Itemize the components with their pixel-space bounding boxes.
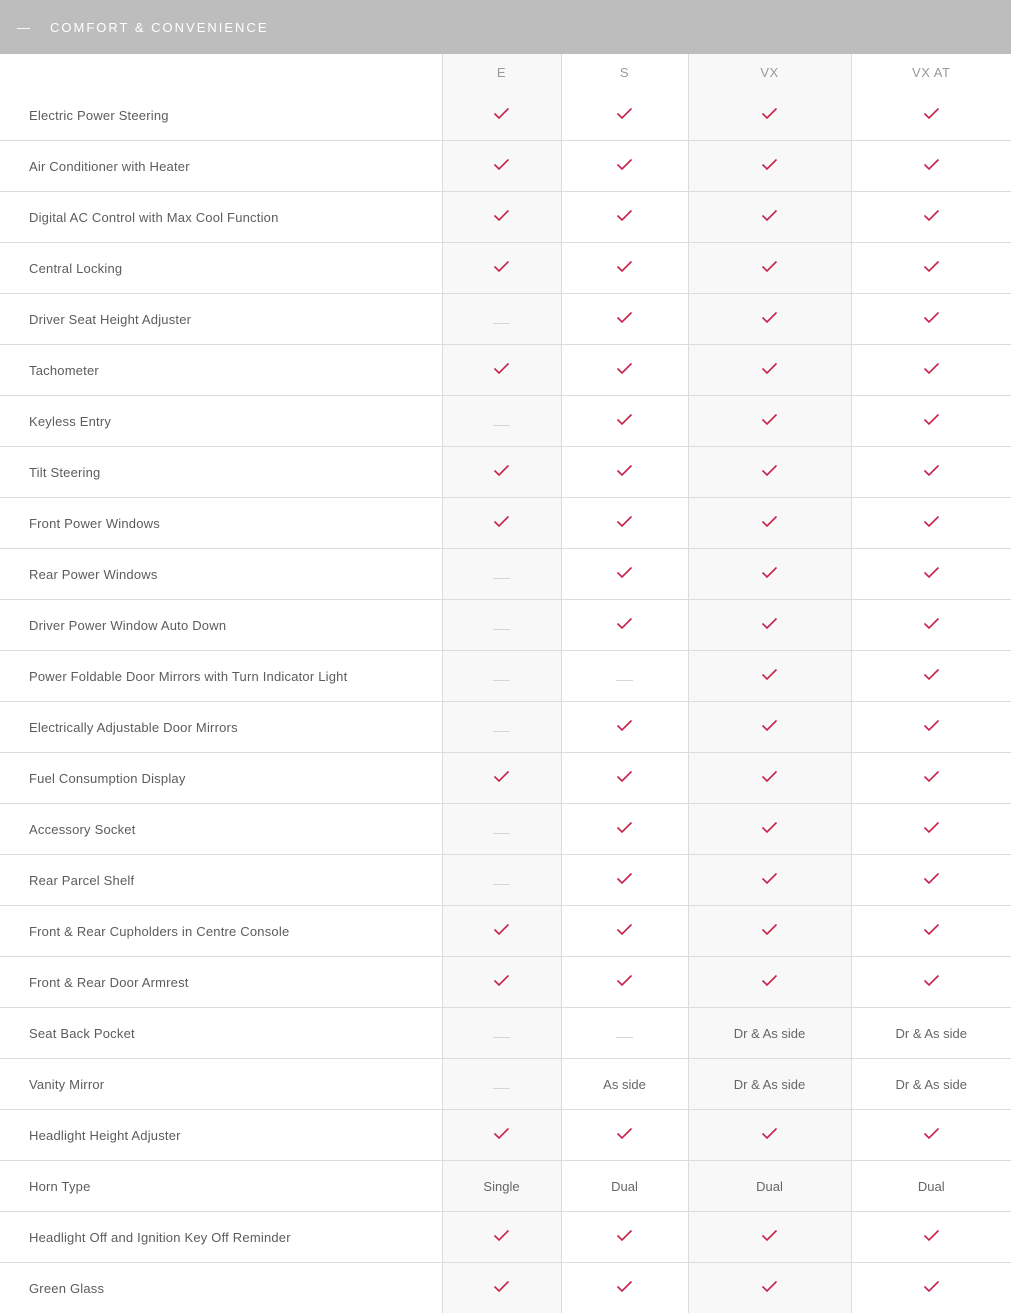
not-available-dash-icon <box>493 680 510 681</box>
cell-e <box>442 498 561 549</box>
not-available-dash-icon <box>493 833 510 834</box>
cell-e <box>442 396 561 447</box>
cell-s <box>561 1161 688 1212</box>
checkmark-icon <box>616 974 633 987</box>
cell-e <box>442 192 561 243</box>
not-available-dash-icon <box>493 323 510 324</box>
not-available-dash-icon <box>493 884 510 885</box>
checkmark-icon <box>761 362 778 375</box>
table-row <box>0 345 1011 396</box>
cell-vx <box>688 396 851 447</box>
not-available-dash-icon <box>493 731 510 732</box>
table-row <box>0 1212 1011 1263</box>
cell-e <box>442 447 561 498</box>
checkmark-icon <box>493 209 510 222</box>
checkmark-icon <box>923 668 940 681</box>
cell-s <box>561 447 688 498</box>
checkmark-icon <box>616 1127 633 1140</box>
cell-value: Dual <box>756 1179 783 1194</box>
cell-s <box>561 549 688 600</box>
cell-value: Dr & As side <box>734 1077 806 1092</box>
cell-vx <box>688 957 851 1008</box>
feature-label: Air Conditioner with Heater <box>0 141 442 192</box>
cell-s <box>561 600 688 651</box>
cell-s <box>561 1110 688 1161</box>
cell-e <box>442 957 561 1008</box>
checkmark-icon <box>616 1280 633 1293</box>
cell-vx <box>688 1263 851 1313</box>
cell-e <box>442 294 561 345</box>
checkmark-icon <box>616 923 633 936</box>
cell-e <box>442 1059 561 1110</box>
table-row <box>0 1161 1011 1212</box>
feature-label: Power Foldable Door Mirrors with Turn Indicator Light <box>0 651 442 702</box>
cell-s <box>561 1008 688 1059</box>
checkmark-icon <box>616 158 633 171</box>
table-row <box>0 192 1011 243</box>
checkmark-icon <box>761 515 778 528</box>
checkmark-icon <box>616 209 633 222</box>
cell-vx <box>688 855 851 906</box>
cell-s <box>561 294 688 345</box>
checkmark-icon <box>923 974 940 987</box>
checkmark-icon <box>923 362 940 375</box>
not-available-dash-icon <box>493 1037 510 1038</box>
cell-vx <box>688 600 851 651</box>
table-row <box>0 651 1011 702</box>
checkmark-icon <box>923 1280 940 1293</box>
cell-vx-at <box>851 1110 1011 1161</box>
cell-vx <box>688 1161 851 1212</box>
checkmark-icon <box>923 1229 940 1242</box>
checkmark-icon <box>616 1229 633 1242</box>
checkmark-icon <box>761 158 778 171</box>
cell-e <box>442 753 561 804</box>
cell-s <box>561 90 688 141</box>
variant-header-row <box>0 54 1011 90</box>
checkmark-icon <box>616 464 633 477</box>
table-row <box>0 702 1011 753</box>
feature-label: Keyless Entry <box>0 396 442 447</box>
feature-header-blank <box>0 54 442 90</box>
section-header[interactable] <box>0 0 1011 54</box>
table-row <box>0 141 1011 192</box>
feature-label: Tilt Steering <box>0 447 442 498</box>
cell-e <box>442 804 561 855</box>
not-available-dash-icon <box>493 629 510 630</box>
cell-vx <box>688 804 851 855</box>
cell-e <box>442 855 561 906</box>
table-row <box>0 804 1011 855</box>
checkmark-icon <box>761 617 778 630</box>
checkmark-icon <box>761 821 778 834</box>
feature-label: Front & Rear Cupholders in Centre Console <box>0 906 442 957</box>
cell-e <box>442 702 561 753</box>
feature-label: Driver Power Window Auto Down <box>0 600 442 651</box>
cell-vx-at <box>851 396 1011 447</box>
checkmark-icon <box>923 617 940 630</box>
cell-vx <box>688 549 851 600</box>
cell-vx-at <box>851 702 1011 753</box>
checkmark-icon <box>761 464 778 477</box>
cell-vx <box>688 345 851 396</box>
comparison-table <box>0 54 1011 1313</box>
cell-s <box>561 651 688 702</box>
cell-value: Dr & As side <box>895 1026 967 1041</box>
cell-e <box>442 651 561 702</box>
cell-e <box>442 1008 561 1059</box>
table-row <box>0 1263 1011 1313</box>
cell-e <box>442 243 561 294</box>
checkmark-icon <box>923 770 940 783</box>
cell-value: Dual <box>611 1179 638 1194</box>
feature-label: Digital AC Control with Max Cool Function <box>0 192 442 243</box>
checkmark-icon <box>923 872 940 885</box>
checkmark-icon <box>616 821 633 834</box>
variant-header-vx-at: VX AT <box>851 54 1011 90</box>
checkmark-icon <box>616 515 633 528</box>
checkmark-icon <box>761 1280 778 1293</box>
cell-value: Dual <box>918 1179 945 1194</box>
table-row <box>0 243 1011 294</box>
cell-e <box>442 141 561 192</box>
checkmark-icon <box>616 413 633 426</box>
checkmark-icon <box>616 719 633 732</box>
cell-vx <box>688 294 851 345</box>
checkmark-icon <box>493 1229 510 1242</box>
feature-label: Front & Rear Door Armrest <box>0 957 442 1008</box>
feature-label: Rear Power Windows <box>0 549 442 600</box>
cell-vx <box>688 1212 851 1263</box>
not-available-dash-icon <box>616 1037 633 1038</box>
feature-label: Green Glass <box>0 1263 442 1313</box>
feature-label: Electrically Adjustable Door Mirrors <box>0 702 442 753</box>
feature-label: Central Locking <box>0 243 442 294</box>
cell-value: Dr & As side <box>895 1077 967 1092</box>
checkmark-icon <box>923 719 940 732</box>
cell-vx-at <box>851 1263 1011 1313</box>
checkmark-icon <box>761 872 778 885</box>
cell-e <box>442 1161 561 1212</box>
checkmark-icon <box>923 821 940 834</box>
cell-vx <box>688 90 851 141</box>
cell-s <box>561 753 688 804</box>
table-row <box>0 396 1011 447</box>
cell-vx <box>688 141 851 192</box>
feature-label: Front Power Windows <box>0 498 442 549</box>
checkmark-icon <box>923 413 940 426</box>
cell-vx-at <box>851 447 1011 498</box>
cell-s <box>561 192 688 243</box>
checkmark-icon <box>493 362 510 375</box>
cell-vx-at <box>851 243 1011 294</box>
table-row <box>0 753 1011 804</box>
cell-vx-at <box>851 498 1011 549</box>
feature-label: Accessory Socket <box>0 804 442 855</box>
feature-label: Electric Power Steering <box>0 90 442 141</box>
feature-label: Driver Seat Height Adjuster <box>0 294 442 345</box>
table-row <box>0 855 1011 906</box>
checkmark-icon <box>761 1229 778 1242</box>
table-row <box>0 600 1011 651</box>
checkmark-icon <box>923 311 940 324</box>
variant-header-s: S <box>561 54 688 90</box>
checkmark-icon <box>493 974 510 987</box>
cell-s <box>561 1059 688 1110</box>
cell-s <box>561 702 688 753</box>
cell-s <box>561 855 688 906</box>
cell-e <box>442 1110 561 1161</box>
cell-s <box>561 243 688 294</box>
feature-label: Horn Type <box>0 1161 442 1212</box>
table-row <box>0 1110 1011 1161</box>
cell-s <box>561 1263 688 1313</box>
cell-vx <box>688 651 851 702</box>
checkmark-icon <box>923 158 940 171</box>
feature-label: Headlight Off and Ignition Key Off Reminder <box>0 1212 442 1263</box>
feature-label: Rear Parcel Shelf <box>0 855 442 906</box>
cell-s <box>561 804 688 855</box>
cell-vx <box>688 702 851 753</box>
table-row <box>0 906 1011 957</box>
cell-s <box>561 396 688 447</box>
checkmark-icon <box>493 107 510 120</box>
checkmark-icon <box>761 413 778 426</box>
checkmark-icon <box>923 107 940 120</box>
checkmark-icon <box>493 1127 510 1140</box>
cell-s <box>561 1212 688 1263</box>
checkmark-icon <box>616 770 633 783</box>
cell-vx-at <box>851 1008 1011 1059</box>
cell-s <box>561 906 688 957</box>
checkmark-icon <box>923 464 940 477</box>
cell-vx-at <box>851 753 1011 804</box>
cell-s <box>561 957 688 1008</box>
cell-vx-at <box>851 957 1011 1008</box>
variant-header-vx: VX <box>688 54 851 90</box>
variant-header-e: E <box>442 54 561 90</box>
table-row <box>0 447 1011 498</box>
checkmark-icon <box>493 464 510 477</box>
cell-vx-at <box>851 141 1011 192</box>
checkmark-icon <box>761 566 778 579</box>
cell-vx-at <box>851 600 1011 651</box>
cell-vx-at <box>851 804 1011 855</box>
checkmark-icon <box>761 668 778 681</box>
cell-vx-at <box>851 1212 1011 1263</box>
cell-vx <box>688 243 851 294</box>
checkmark-icon <box>761 260 778 273</box>
checkmark-icon <box>923 515 940 528</box>
cell-e <box>442 1212 561 1263</box>
cell-e <box>442 345 561 396</box>
cell-vx <box>688 1059 851 1110</box>
checkmark-icon <box>616 107 633 120</box>
not-available-dash-icon <box>616 680 633 681</box>
cell-vx-at <box>851 1059 1011 1110</box>
cell-e <box>442 600 561 651</box>
cell-vx <box>688 753 851 804</box>
cell-vx-at <box>851 90 1011 141</box>
checkmark-icon <box>761 107 778 120</box>
cell-e <box>442 90 561 141</box>
checkmark-icon <box>923 923 940 936</box>
cell-s <box>561 345 688 396</box>
cell-e <box>442 906 561 957</box>
checkmark-icon <box>493 1280 510 1293</box>
feature-label: Vanity Mirror <box>0 1059 442 1110</box>
table-row <box>0 1059 1011 1110</box>
checkmark-icon <box>761 770 778 783</box>
checkmark-icon <box>761 974 778 987</box>
table-row <box>0 957 1011 1008</box>
checkmark-icon <box>493 158 510 171</box>
cell-vx-at <box>851 294 1011 345</box>
cell-vx-at <box>851 906 1011 957</box>
checkmark-icon <box>493 770 510 783</box>
table-row <box>0 90 1011 141</box>
cell-vx <box>688 192 851 243</box>
feature-label: Headlight Height Adjuster <box>0 1110 442 1161</box>
cell-e <box>442 549 561 600</box>
not-available-dash-icon <box>493 1088 510 1089</box>
checkmark-icon <box>616 872 633 885</box>
cell-vx <box>688 1110 851 1161</box>
table-row <box>0 549 1011 600</box>
checkmark-icon <box>616 260 633 273</box>
checkmark-icon <box>761 311 778 324</box>
feature-label: Fuel Consumption Display <box>0 753 442 804</box>
checkmark-icon <box>761 209 778 222</box>
checkmark-icon <box>616 566 633 579</box>
not-available-dash-icon <box>493 578 510 579</box>
cell-vx-at <box>851 651 1011 702</box>
table-row <box>0 294 1011 345</box>
cell-vx-at <box>851 192 1011 243</box>
checkmark-icon <box>761 923 778 936</box>
checkmark-icon <box>923 1127 940 1140</box>
checkmark-icon <box>493 515 510 528</box>
cell-value: Single <box>483 1179 519 1194</box>
cell-value: Dr & As side <box>734 1026 806 1041</box>
cell-vx <box>688 447 851 498</box>
checkmark-icon <box>493 260 510 273</box>
cell-vx-at <box>851 855 1011 906</box>
checkmark-icon <box>923 566 940 579</box>
not-available-dash-icon <box>493 425 510 426</box>
checkmark-icon <box>616 617 633 630</box>
feature-label: Seat Back Pocket <box>0 1008 442 1059</box>
table-row <box>0 1008 1011 1059</box>
checkmark-icon <box>616 311 633 324</box>
checkmark-icon <box>761 1127 778 1140</box>
cell-s <box>561 141 688 192</box>
checkmark-icon <box>493 923 510 936</box>
cell-vx-at <box>851 549 1011 600</box>
cell-vx-at <box>851 1161 1011 1212</box>
cell-vx <box>688 906 851 957</box>
cell-s <box>561 498 688 549</box>
cell-vx-at <box>851 345 1011 396</box>
cell-vx <box>688 1008 851 1059</box>
collapse-dash-icon: — <box>17 20 32 35</box>
checkmark-icon <box>616 362 633 375</box>
checkmark-icon <box>923 209 940 222</box>
feature-label: Tachometer <box>0 345 442 396</box>
section-title: COMFORT & CONVENIENCE <box>50 20 268 35</box>
cell-e <box>442 1263 561 1313</box>
table-row <box>0 498 1011 549</box>
cell-value: As side <box>603 1077 646 1092</box>
cell-vx <box>688 498 851 549</box>
checkmark-icon <box>923 260 940 273</box>
checkmark-icon <box>761 719 778 732</box>
